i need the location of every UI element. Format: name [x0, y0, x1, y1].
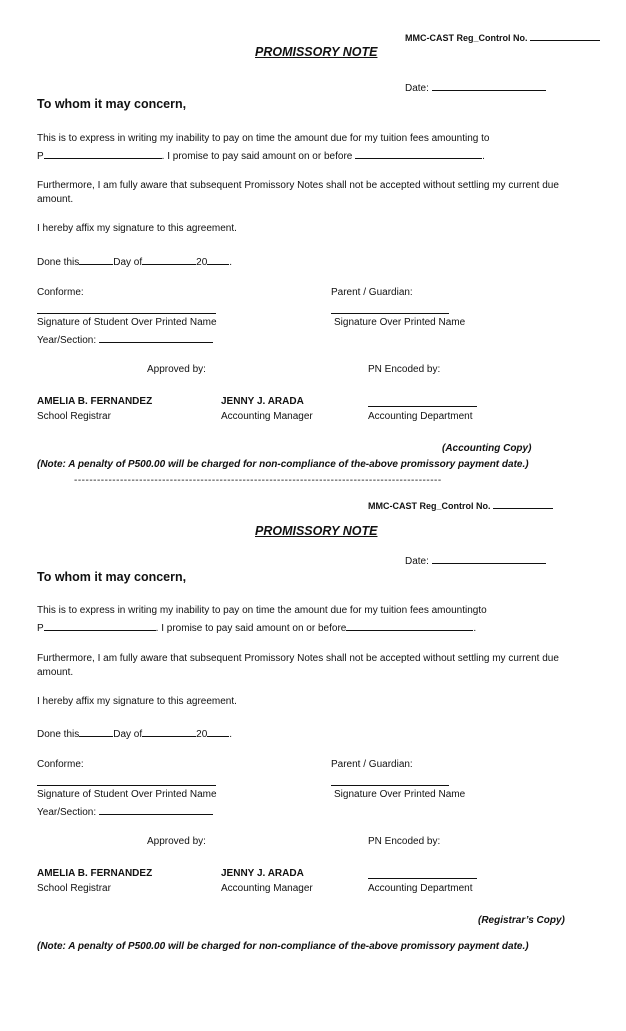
paragraph-2-line-1: Furthermore, I am fully aware that subsequent Promissory Notes shall not be accepted without settling my current due: [37, 653, 559, 664]
copy-label: (Registrar’s Copy): [478, 915, 565, 926]
accounting-department-label: Accounting Department: [368, 883, 473, 894]
student-signature-line[interactable]: [37, 313, 216, 314]
done-this-line: Done this Day of 20 .: [37, 729, 233, 740]
accounting-manager-name: JENNY J. ARADA: [221, 396, 304, 407]
paragraph-2-line-2: amount.: [37, 667, 74, 678]
accounting-department-label: Accounting Department: [368, 411, 473, 422]
student-signature-caption: Signature of Student Over Printed Name: [37, 789, 217, 800]
parent-signature-caption: Signature Over Printed Name: [334, 317, 466, 328]
accounting-manager-title: Accounting Manager: [221, 411, 313, 422]
paragraph-2-line-2: amount.: [37, 194, 74, 205]
year-section-field[interactable]: [99, 805, 213, 815]
penalty-note: (Note: A penalty of P500.00 will be charged for non-compliance of the-above promissory payment date.): [37, 941, 529, 952]
paragraph-1-line-1: This is to express in writing my inability to pay on time the amount due for my tuition fees amounting to: [37, 133, 490, 144]
date-label: Date:: [405, 81, 546, 94]
encoder-signature-line[interactable]: [368, 878, 477, 879]
parent-signature-line[interactable]: [331, 313, 449, 314]
parent-guardian-label: Parent / Guardian:: [331, 287, 413, 298]
conforme-label: Conforme:: [37, 287, 84, 298]
year-field[interactable]: [207, 255, 229, 265]
pn-encoded-by-label: PN Encoded by:: [368, 836, 441, 847]
parent-signature-caption: Signature Over Printed Name: [334, 789, 466, 800]
conforme-label: Conforme:: [37, 759, 84, 770]
date-field[interactable]: [432, 554, 546, 564]
reg-control-label: MMC-CAST Reg_Control No.: [368, 499, 553, 511]
paragraph-3: I hereby affix my signature to this agreement.: [37, 223, 237, 234]
month-field[interactable]: [142, 255, 196, 265]
reg-control-field[interactable]: [530, 31, 600, 41]
registrar-name: AMELIA B. FERNANDEZ: [37, 868, 153, 879]
encoder-signature-line[interactable]: [368, 406, 477, 407]
paragraph-2-line-1: Furthermore, I am fully aware that subsequent Promissory Notes shall not be accepted without settling my current due: [37, 180, 559, 191]
paragraph-1-line-2: P . I promise to pay said amount on or before .: [37, 151, 485, 162]
registrar-title: School Registrar: [37, 411, 111, 422]
accounting-manager-name: JENNY J. ARADA: [221, 868, 304, 879]
date-field[interactable]: [432, 81, 546, 91]
day-field[interactable]: [79, 727, 113, 737]
page-title: PROMISSORY NOTE: [255, 45, 378, 59]
paragraph-1-line-1: This is to express in writing my inability to pay on time the amount due for my tuition fees amountingto: [37, 605, 487, 616]
penalty-note: (Note: A penalty of P500.00 will be charged for non-compliance of the-above promissory payment date.): [37, 459, 529, 470]
copy-label: (Accounting Copy): [442, 443, 532, 454]
year-section-label: Year/Section:: [37, 805, 213, 818]
parent-signature-line[interactable]: [331, 785, 449, 786]
student-signature-line[interactable]: [37, 785, 216, 786]
approved-by-label: Approved by:: [147, 364, 206, 375]
accounting-manager-title: Accounting Manager: [221, 883, 313, 894]
cut-line-separator: ------------------------------------------------------------------------------------------------: [74, 475, 442, 486]
paragraph-1-line-2: P . I promise to pay said amount on or before .: [37, 623, 477, 634]
year-section-label: Year/Section:: [37, 333, 213, 346]
pn-encoded-by-label: PN Encoded by:: [368, 364, 441, 375]
greeting: To whom it may concern,: [37, 97, 187, 111]
done-this-line: Done this Day of 20 .: [37, 257, 233, 268]
amount-field[interactable]: [44, 621, 156, 631]
month-field[interactable]: [142, 727, 196, 737]
approved-by-label: Approved by:: [147, 836, 206, 847]
student-signature-caption: Signature of Student Over Printed Name: [37, 317, 217, 328]
greeting: To whom it may concern,: [37, 570, 187, 584]
due-date-field[interactable]: [355, 149, 482, 159]
year-section-field[interactable]: [99, 333, 213, 343]
page-title: PROMISSORY NOTE: [255, 524, 378, 538]
registrar-title: School Registrar: [37, 883, 111, 894]
year-field[interactable]: [207, 727, 229, 737]
parent-guardian-label: Parent / Guardian:: [331, 759, 413, 770]
reg-control-field[interactable]: [493, 499, 553, 509]
reg-control-label: MMC-CAST Reg_Control No.: [405, 31, 600, 43]
date-label: Date:: [405, 554, 546, 567]
registrar-name: AMELIA B. FERNANDEZ: [37, 396, 153, 407]
paragraph-3: I hereby affix my signature to this agreement.: [37, 696, 237, 707]
day-field[interactable]: [79, 255, 113, 265]
due-date-field[interactable]: [346, 621, 473, 631]
amount-field[interactable]: [44, 149, 162, 159]
